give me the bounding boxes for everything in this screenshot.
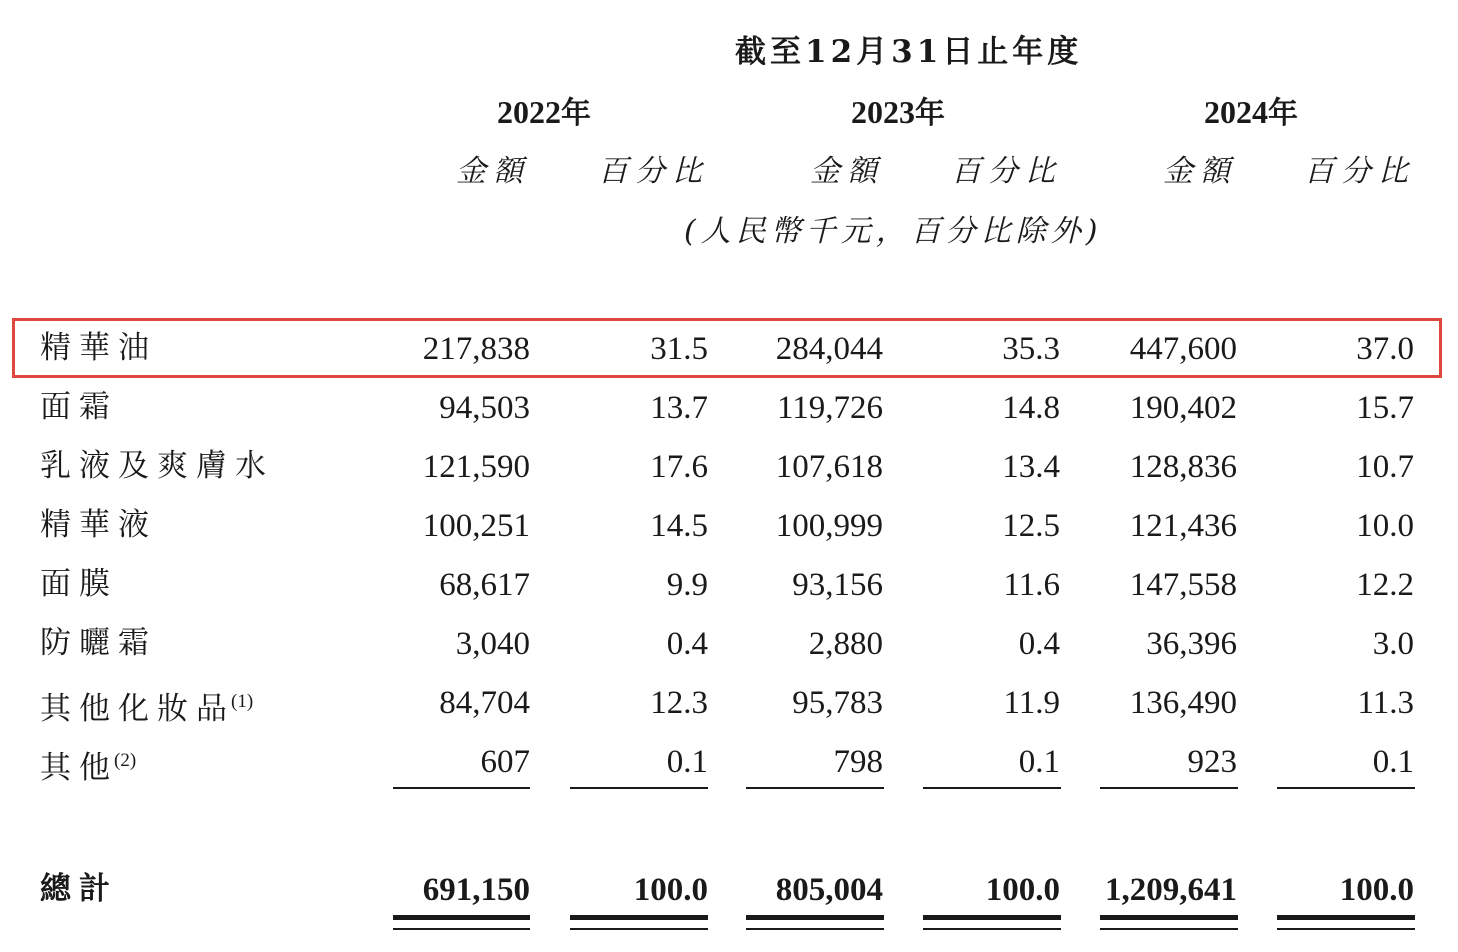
cell-2024-amount: 128,836: [1129, 449, 1237, 485]
cell-2024-amount: 147,558: [1129, 567, 1237, 603]
percent-header-2024: 百分比: [1304, 154, 1415, 189]
year-2022-suffix: 年: [561, 96, 591, 131]
cell-2022-percent: 0.4: [666, 626, 708, 662]
row-label: 面霜: [40, 389, 118, 425]
total-rule-top-2024-amount: [1100, 915, 1238, 920]
cell-2024-amount: 190,402: [1129, 390, 1237, 426]
cell-2023-percent: 0.1: [1018, 744, 1060, 780]
amount-header-2024: 金額: [1163, 154, 1237, 189]
cell-2022-amount: 94,503: [439, 390, 530, 426]
cell-2024-amount: 136,490: [1129, 685, 1237, 721]
cell-2023-percent: 13.4: [1002, 449, 1060, 485]
cell-2023-amount: 93,156: [792, 567, 883, 603]
subtotal-rule-2024-amount: [1100, 787, 1238, 789]
subtotal-rule-2023-percent: [923, 787, 1061, 789]
cell-2022-amount: 217,838: [422, 331, 530, 367]
cell-2024-percent: 0.1: [1372, 744, 1414, 780]
cell-2022-amount: 68,617: [439, 567, 530, 603]
cell-2023-percent: 12.5: [1002, 508, 1060, 544]
cell-2022-percent: 9.9: [666, 567, 708, 603]
row-label: 防曬霜: [40, 625, 157, 661]
cell-2022-percent: 0.1: [666, 744, 708, 780]
cell-2024-percent: 10.7: [1356, 449, 1414, 485]
cell-2024-percent: 10.0: [1356, 508, 1414, 544]
cell-2022-percent: 17.6: [650, 449, 708, 485]
total-2022-percent: 100.0: [633, 872, 708, 908]
total-2023-percent: 100.0: [985, 872, 1060, 908]
cell-2023-percent: 11.9: [1003, 685, 1060, 721]
cell-2023-amount: 798: [833, 744, 883, 780]
cell-2023-amount: 2,880: [808, 626, 883, 662]
cell-2022-percent: 14.5: [650, 508, 708, 544]
year-2022-header: [497, 92, 591, 134]
amount-header-2023: 金額: [810, 154, 884, 189]
total-rule-top-2023-amount: [746, 915, 884, 920]
cell-2024-percent: 12.2: [1356, 567, 1414, 603]
cell-2022-percent: 13.7: [650, 390, 708, 426]
cell-2024-amount: 923: [1187, 744, 1237, 780]
total-2024-amount: 1,209,641: [1105, 872, 1237, 908]
total-rule-bottom-2023-amount: [746, 928, 884, 930]
total-rule-bottom-2022-percent: [570, 928, 708, 930]
year-2023-suffix: 年: [915, 96, 945, 131]
subtotal-rule-2024-percent: [1277, 787, 1415, 789]
cell-2023-percent: 11.6: [1003, 567, 1060, 603]
cell-2024-percent: 15.7: [1356, 390, 1414, 426]
cell-2023-amount: 100,999: [775, 508, 883, 544]
year-2024-suffix: 年: [1268, 96, 1298, 131]
total-label: 總計: [40, 871, 118, 907]
total-rule-bottom-2024-percent: [1277, 928, 1415, 930]
cell-2022-amount: 84,704: [439, 685, 530, 721]
total-2023-amount: 805,004: [775, 872, 883, 908]
cell-2024-amount: 121,436: [1129, 508, 1237, 544]
subtotal-rule-2022-amount: [393, 787, 530, 789]
cell-2022-percent: 31.5: [650, 331, 708, 367]
cell-2024-percent: 11.3: [1357, 685, 1414, 721]
cell-2023-percent: 14.8: [1002, 390, 1060, 426]
row-label: 面膜: [40, 566, 118, 602]
footnote-marker: (1): [231, 691, 254, 712]
cell-2023-amount: 107,618: [775, 449, 883, 485]
total-2022-amount: 691,150: [422, 872, 530, 908]
cell-2023-amount: 119,726: [776, 390, 883, 426]
row-label: 精華液: [40, 507, 157, 543]
total-2024-percent: 100.0: [1339, 872, 1414, 908]
year-2024: 2024: [1204, 94, 1268, 130]
period-heading: 截至12月31日止年度: [735, 34, 1083, 70]
row-label-text: 其他化妝品: [40, 691, 235, 727]
row-label: 乳液及爽膚水: [40, 448, 274, 484]
total-rule-top-2024-percent: [1277, 915, 1415, 920]
cell-2024-percent: 3.0: [1372, 626, 1414, 662]
total-rule-top-2022-amount: [393, 915, 530, 920]
total-rule-bottom-2024-amount: [1100, 928, 1238, 930]
percent-header-2022: 百分比: [598, 154, 709, 189]
percent-header-2023: 百分比: [951, 154, 1062, 189]
year-2022: 2022: [497, 94, 561, 130]
unit-note: (人民幣千元，百分比除外): [684, 214, 1103, 249]
row-label: [40, 682, 253, 729]
cell-2022-amount: 607: [480, 744, 530, 780]
row-label-text: 其他: [40, 750, 118, 786]
year-2023: 2023: [851, 94, 915, 130]
cell-2022-amount: 100,251: [422, 508, 530, 544]
cell-2024-amount: 447,600: [1129, 331, 1237, 367]
cell-2022-amount: 121,590: [422, 449, 530, 485]
row-label: 精華油: [40, 330, 157, 366]
cell-2023-amount: 95,783: [792, 685, 883, 721]
total-rule-bottom-2023-percent: [923, 928, 1061, 930]
cell-2022-percent: 12.3: [650, 685, 708, 721]
amount-header-2022: 金額: [456, 154, 530, 189]
subtotal-rule-2023-amount: [746, 787, 884, 789]
cell-2023-percent: 35.3: [1002, 331, 1060, 367]
row-label: [40, 741, 136, 788]
subtotal-rule-2022-percent: [570, 787, 708, 789]
cell-2022-amount: 3,040: [455, 626, 530, 662]
cell-2024-percent: 37.0: [1356, 331, 1414, 367]
cell-2023-percent: 0.4: [1018, 626, 1060, 662]
cell-2024-amount: 36,396: [1146, 626, 1237, 662]
footnote-marker: (2): [114, 750, 137, 771]
total-rule-bottom-2022-amount: [393, 928, 530, 930]
total-rule-top-2023-percent: [923, 915, 1061, 920]
total-rule-top-2022-percent: [570, 915, 708, 920]
year-2024-header: [1204, 92, 1298, 134]
year-2023-header: [851, 92, 945, 134]
cell-2023-amount: 284,044: [775, 331, 883, 367]
